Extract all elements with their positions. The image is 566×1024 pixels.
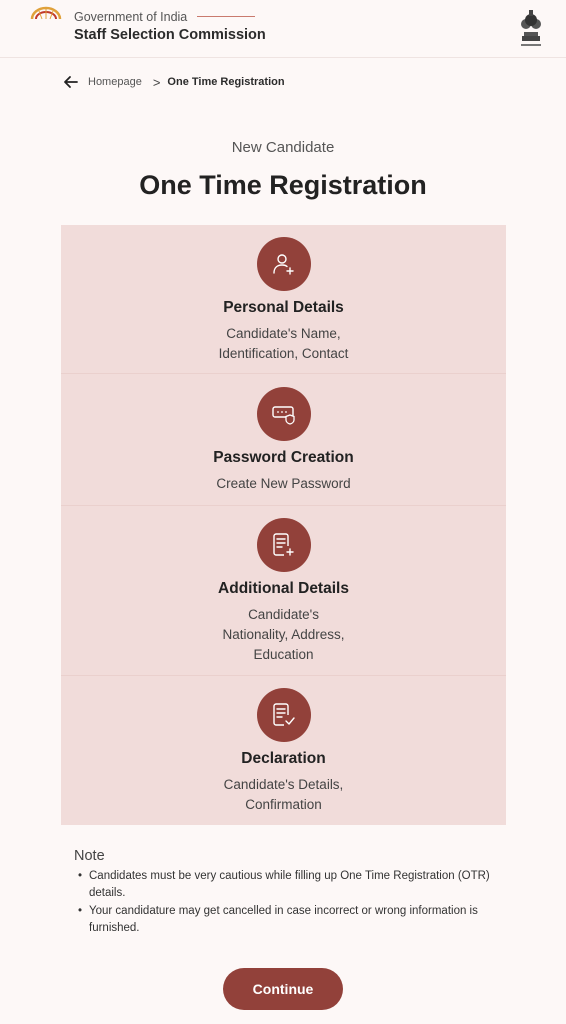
registration-steps-panel	[61, 225, 506, 825]
step-divider	[61, 373, 506, 374]
commission-label: Staff Selection Commission	[74, 27, 266, 43]
ssc-logo-icon	[30, 6, 62, 20]
document-add-icon	[257, 518, 311, 572]
note-title: Note	[74, 848, 105, 864]
breadcrumb-current: One Time Registration	[167, 76, 285, 88]
step-title: Password Creation	[213, 449, 354, 466]
step-personal-details	[61, 237, 506, 364]
step-title: Additional Details	[218, 580, 349, 597]
step-divider	[61, 505, 506, 506]
breadcrumb-home-link[interactable]: Homepage	[88, 76, 142, 88]
note-item: • Candidates must be very cautious while filling up One Time Registration (OTR) details.	[74, 868, 514, 902]
header-divider	[197, 16, 255, 17]
step-title: Declaration	[241, 750, 326, 767]
note-section	[74, 848, 514, 938]
app-header	[0, 0, 566, 58]
document-check-icon	[257, 688, 311, 742]
arrow-left-icon[interactable]	[62, 73, 80, 91]
step-password-creation	[61, 387, 506, 494]
password-shield-icon	[257, 387, 311, 441]
step-description: Candidate's Nationality, Address, Education	[222, 607, 345, 662]
continue-button[interactable]: Continue	[223, 968, 343, 1010]
step-description: Candidate's Name, Identification, Contact	[218, 326, 349, 361]
note-item: • Your candidature may get cancelled in case incorrect or wrong information is furnished.	[74, 903, 514, 937]
breadcrumb	[62, 72, 285, 92]
note-list	[74, 868, 514, 937]
step-description: Candidate's Details, Confirmation	[223, 777, 344, 812]
user-add-icon	[257, 237, 311, 291]
national-emblem-icon	[515, 6, 547, 50]
step-divider	[61, 675, 506, 676]
page-title: One Time Registration	[139, 170, 427, 200]
page-subtitle: New Candidate	[231, 139, 335, 156]
step-title: Personal Details	[223, 299, 344, 316]
step-description: Create New Password	[216, 476, 351, 491]
breadcrumb-separator: >	[152, 74, 161, 90]
government-label: Government of India	[74, 10, 188, 24]
step-additional-details	[61, 518, 506, 665]
step-declaration	[61, 688, 506, 815]
